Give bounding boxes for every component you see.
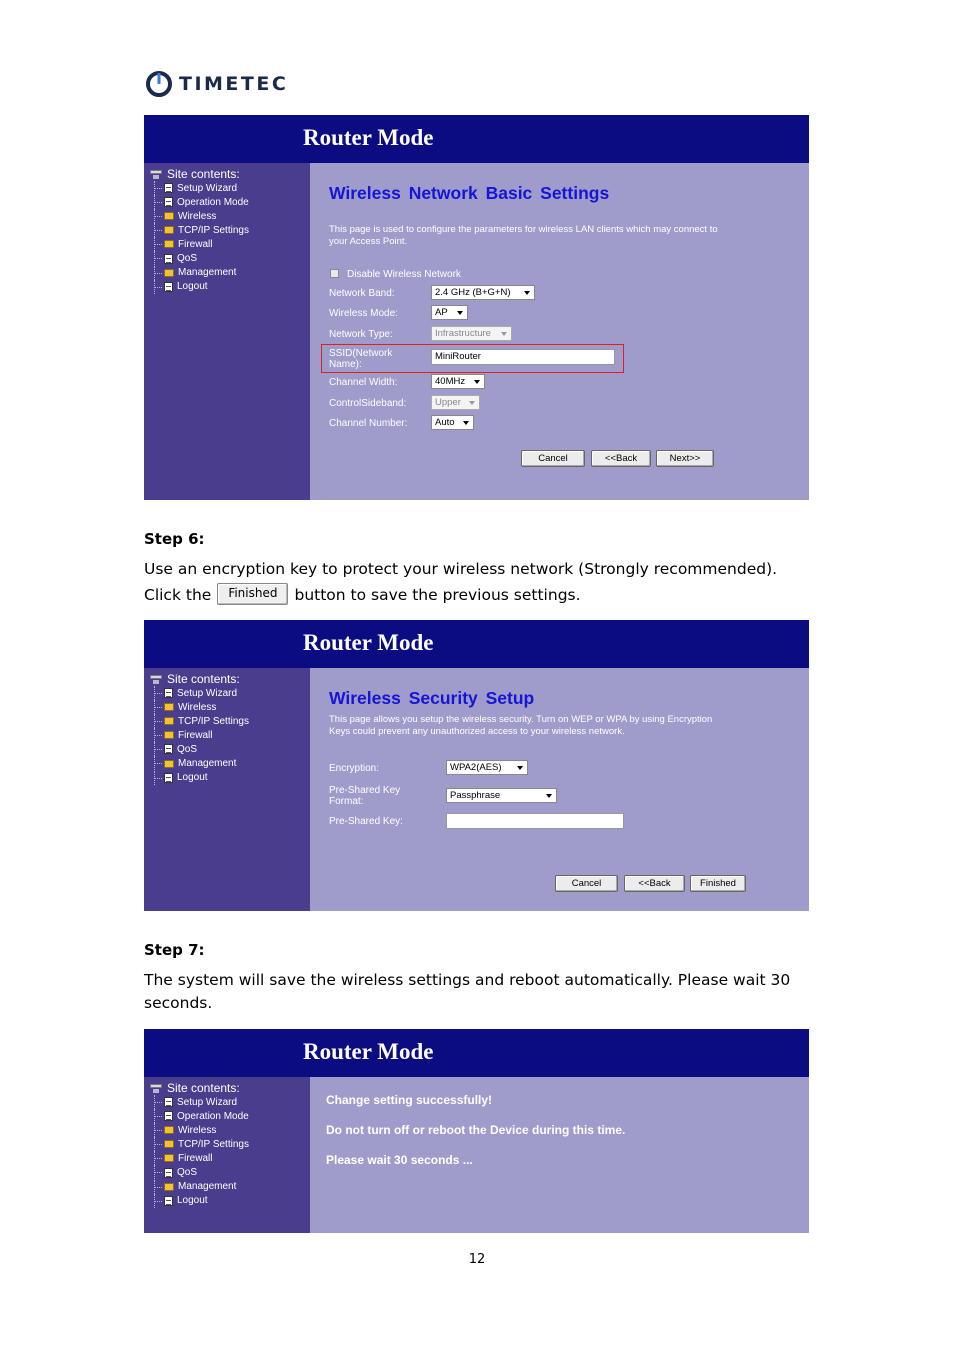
sidebar-list (152, 686, 249, 785)
dropdown-arrow-icon (524, 291, 530, 295)
cancel-button[interactable]: Cancel (555, 875, 618, 892)
sidebar-item-tcp-ip-settings[interactable] (152, 714, 249, 728)
sidebar (144, 668, 310, 911)
preshared-key-input[interactable] (446, 813, 624, 829)
sidebar-item-setup-wizard[interactable] (152, 686, 249, 700)
dropdown-arrow-icon (463, 421, 469, 425)
sidebar (144, 1077, 310, 1233)
channel-width-select[interactable] (431, 374, 485, 389)
sidebar-item-label: QoS (177, 743, 198, 755)
panel-header (144, 115, 809, 163)
router-panel-basic-settings (144, 115, 809, 500)
network-type-label: Network Type: (329, 329, 393, 340)
sidebar-item-label: Logout (177, 772, 208, 784)
document-icon (164, 183, 173, 193)
channel-number-label: Channel Number: (329, 418, 408, 429)
warning-message: Do not turn off or reboot the Device during this time. (326, 1123, 626, 1137)
folder-icon (164, 1154, 174, 1162)
sidebar-item-label: Wireless (178, 210, 217, 222)
content-area (310, 163, 809, 500)
logo-text: TIMETEC (179, 73, 289, 95)
ssid-label: SSID(Network Name): (329, 348, 393, 370)
step6-line2-after: button to save the previous settings. (294, 586, 581, 604)
wait-message: Please wait 30 seconds ... (326, 1153, 473, 1167)
folder-icon (164, 1183, 174, 1191)
document-icon (164, 744, 173, 754)
sidebar-item-firewall[interactable] (152, 237, 249, 251)
wireless-mode-select[interactable] (431, 305, 468, 320)
sidebar-item-operation-mode[interactable] (152, 1109, 249, 1123)
network-band-value: 2.4 GHz (B+G+N) (435, 287, 511, 298)
sidebar-item-wireless[interactable] (152, 209, 249, 223)
document-icon (164, 688, 173, 698)
sidebar-item-label: Management (178, 758, 237, 770)
sidebar-item-label: TCP/IP Settings (178, 1138, 249, 1150)
document-icon (164, 1168, 173, 1178)
network-band-select[interactable] (431, 285, 535, 300)
panel-header (144, 620, 809, 668)
sidebar-list (152, 181, 249, 294)
success-message: Change setting successfully! (326, 1093, 493, 1107)
document-icon (164, 197, 173, 207)
sidebar-head (150, 1081, 240, 1095)
folder-icon (164, 760, 174, 768)
channel-number-select[interactable] (431, 415, 474, 430)
section-title: Wireless Security Setup (329, 688, 535, 708)
section-description: This page allows you setup the wireless security. Turn on WEP or WPA by using Encryption Keys could prevent any unauthorized access to your wireless network. (329, 714, 713, 737)
sidebar-item-management[interactable] (152, 266, 249, 280)
folder-icon (164, 240, 174, 248)
ssid-input[interactable]: MiniRouter (431, 349, 615, 365)
document-icon (164, 1196, 173, 1206)
timetec-logo (145, 68, 288, 100)
finished-button-illustration: Finished (217, 583, 288, 605)
sidebar-item-operation-mode[interactable] (152, 195, 249, 209)
sidebar-item-label: Firewall (178, 238, 213, 250)
page-number: 12 (468, 1252, 486, 1267)
wireless-mode-value: AP (435, 307, 448, 318)
folder-icon (164, 269, 174, 277)
encryption-value: WPA2(AES) (450, 762, 502, 773)
sidebar-item-label: Operation Mode (177, 196, 249, 208)
sidebar-item-label: Management (178, 267, 237, 279)
tree-root-icon (150, 1083, 162, 1093)
encryption-select[interactable] (446, 760, 528, 775)
document-icon (164, 282, 173, 292)
sidebar-list (152, 1095, 249, 1208)
sidebar-item-logout[interactable] (152, 280, 249, 294)
disable-wireless-checkbox[interactable] (330, 269, 339, 278)
section-title: Wireless Network Basic Settings (329, 183, 610, 203)
folder-icon (164, 703, 174, 711)
wireless-mode-label: Wireless Mode: (329, 308, 398, 319)
encryption-label: Encryption: (329, 763, 380, 774)
key-format-select[interactable] (446, 788, 557, 803)
tree-root-icon (150, 674, 162, 684)
back-button[interactable]: <<Back (591, 450, 651, 467)
key-format-label: Pre-Shared Key Format: (329, 785, 401, 807)
document-icon (164, 1097, 173, 1107)
router-panel-security-setup (144, 620, 809, 911)
sidebar-item-label: Firewall (178, 1152, 213, 1164)
sidebar-item-label: Wireless (178, 1124, 217, 1136)
sidebar-item-label: QoS (177, 253, 198, 265)
next-button[interactable]: Next>> (656, 450, 714, 467)
tree-root-icon (150, 169, 162, 179)
sidebar-item-setup-wizard[interactable] (152, 181, 249, 195)
dropdown-arrow-icon (517, 766, 523, 770)
section-description: This page is used to configure the parameters for wireless LAN clients which may connect to your Access Point. (329, 224, 718, 247)
sidebar-item-label: Firewall (178, 729, 213, 741)
sidebar-item-label: Setup Wizard (177, 687, 238, 699)
sidebar-item-label: Logout (177, 281, 208, 293)
finished-button[interactable]: Finished (690, 875, 746, 892)
sidebar-head-label: Site contents: (167, 1081, 240, 1095)
channel-width-label: Channel Width: (329, 377, 398, 388)
cancel-button[interactable]: Cancel (521, 450, 585, 467)
document-icon (164, 1111, 173, 1121)
step6-line2 (144, 584, 814, 607)
disable-wireless-label: Disable Wireless Network (347, 269, 461, 280)
sidebar-item-label: TCP/IP Settings (178, 715, 249, 727)
network-type-select[interactable] (431, 326, 512, 341)
sidebar-item-label: QoS (177, 1167, 198, 1179)
folder-icon (164, 1140, 174, 1148)
sidebar-item-tcp-ip-settings[interactable] (152, 1137, 249, 1151)
document-icon (164, 773, 173, 783)
sidebar-item-management[interactable] (152, 756, 249, 770)
content-area (310, 1077, 809, 1233)
sidebar-item-firewall[interactable] (152, 1151, 249, 1165)
channel-width-value: 40MHz (435, 376, 466, 387)
folder-icon (164, 226, 174, 234)
control-sideband-value: Upper (435, 397, 461, 408)
key-format-value: Passphrase (450, 790, 501, 801)
network-band-label: Network Band: (329, 288, 395, 299)
step6-heading: Step 6: (144, 530, 205, 548)
preshared-key-label: Pre-Shared Key: (329, 816, 403, 827)
folder-icon (164, 1126, 174, 1134)
dropdown-arrow-icon (501, 332, 507, 336)
logo-ring-icon (145, 70, 173, 98)
sidebar-item-qos[interactable] (152, 742, 249, 756)
router-panel-reboot (144, 1029, 809, 1233)
dropdown-arrow-icon (546, 794, 552, 798)
sidebar-head-label: Site contents: (167, 672, 240, 686)
step6-line2-before: Click the (144, 586, 212, 604)
sidebar-item-label: Management (178, 1181, 237, 1193)
sidebar-item-logout[interactable] (152, 771, 249, 785)
folder-icon (164, 731, 174, 739)
sidebar (144, 163, 310, 500)
sidebar-item-firewall[interactable] (152, 728, 249, 742)
network-type-value: Infrastructure (435, 328, 491, 339)
sidebar-item-label: Setup Wizard (177, 1096, 238, 1108)
sidebar-head (150, 167, 240, 181)
sidebar-item-wireless[interactable] (152, 1123, 249, 1137)
panel-title: Router Mode (303, 125, 434, 150)
sidebar-item-qos[interactable] (152, 251, 249, 265)
sidebar-head-label: Site contents: (167, 167, 240, 181)
sidebar-item-label: Wireless (178, 701, 217, 713)
step6-line1: Use an encryption key to protect your wireless network (Strongly recommended). (144, 560, 778, 578)
sidebar-item-qos[interactable] (152, 1165, 249, 1179)
content-area (310, 668, 809, 911)
sidebar-item-wireless[interactable] (152, 700, 249, 714)
channel-number-value: Auto (435, 417, 455, 428)
panel-header (144, 1029, 809, 1077)
folder-icon (164, 717, 174, 725)
step7-heading: Step 7: (144, 941, 205, 959)
sidebar-item-tcp-ip-settings[interactable] (152, 223, 249, 237)
dropdown-arrow-icon (469, 401, 475, 405)
sidebar-head (150, 672, 240, 686)
sidebar-item-label: Setup Wizard (177, 182, 238, 194)
sidebar-item-label: Operation Mode (177, 1110, 249, 1122)
back-button[interactable]: <<Back (624, 875, 685, 892)
dropdown-arrow-icon (457, 311, 463, 315)
control-sideband-select[interactable] (431, 395, 480, 410)
panel-title: Router Mode (303, 1039, 434, 1064)
step6-text (144, 558, 814, 607)
document-icon (164, 254, 173, 264)
control-sideband-label: ControlSideband: (329, 398, 407, 409)
sidebar-item-management[interactable] (152, 1180, 249, 1194)
sidebar-item-label: Logout (177, 1195, 208, 1207)
sidebar-item-logout[interactable] (152, 1194, 249, 1208)
folder-icon (164, 212, 174, 220)
sidebar-item-label: TCP/IP Settings (178, 224, 249, 236)
sidebar-item-setup-wizard[interactable] (152, 1095, 249, 1109)
step7-text: The system will save the wireless settings and reboot automatically. Please wait 30 seconds. (144, 971, 791, 1012)
panel-title: Router Mode (303, 630, 434, 655)
dropdown-arrow-icon (474, 380, 480, 384)
